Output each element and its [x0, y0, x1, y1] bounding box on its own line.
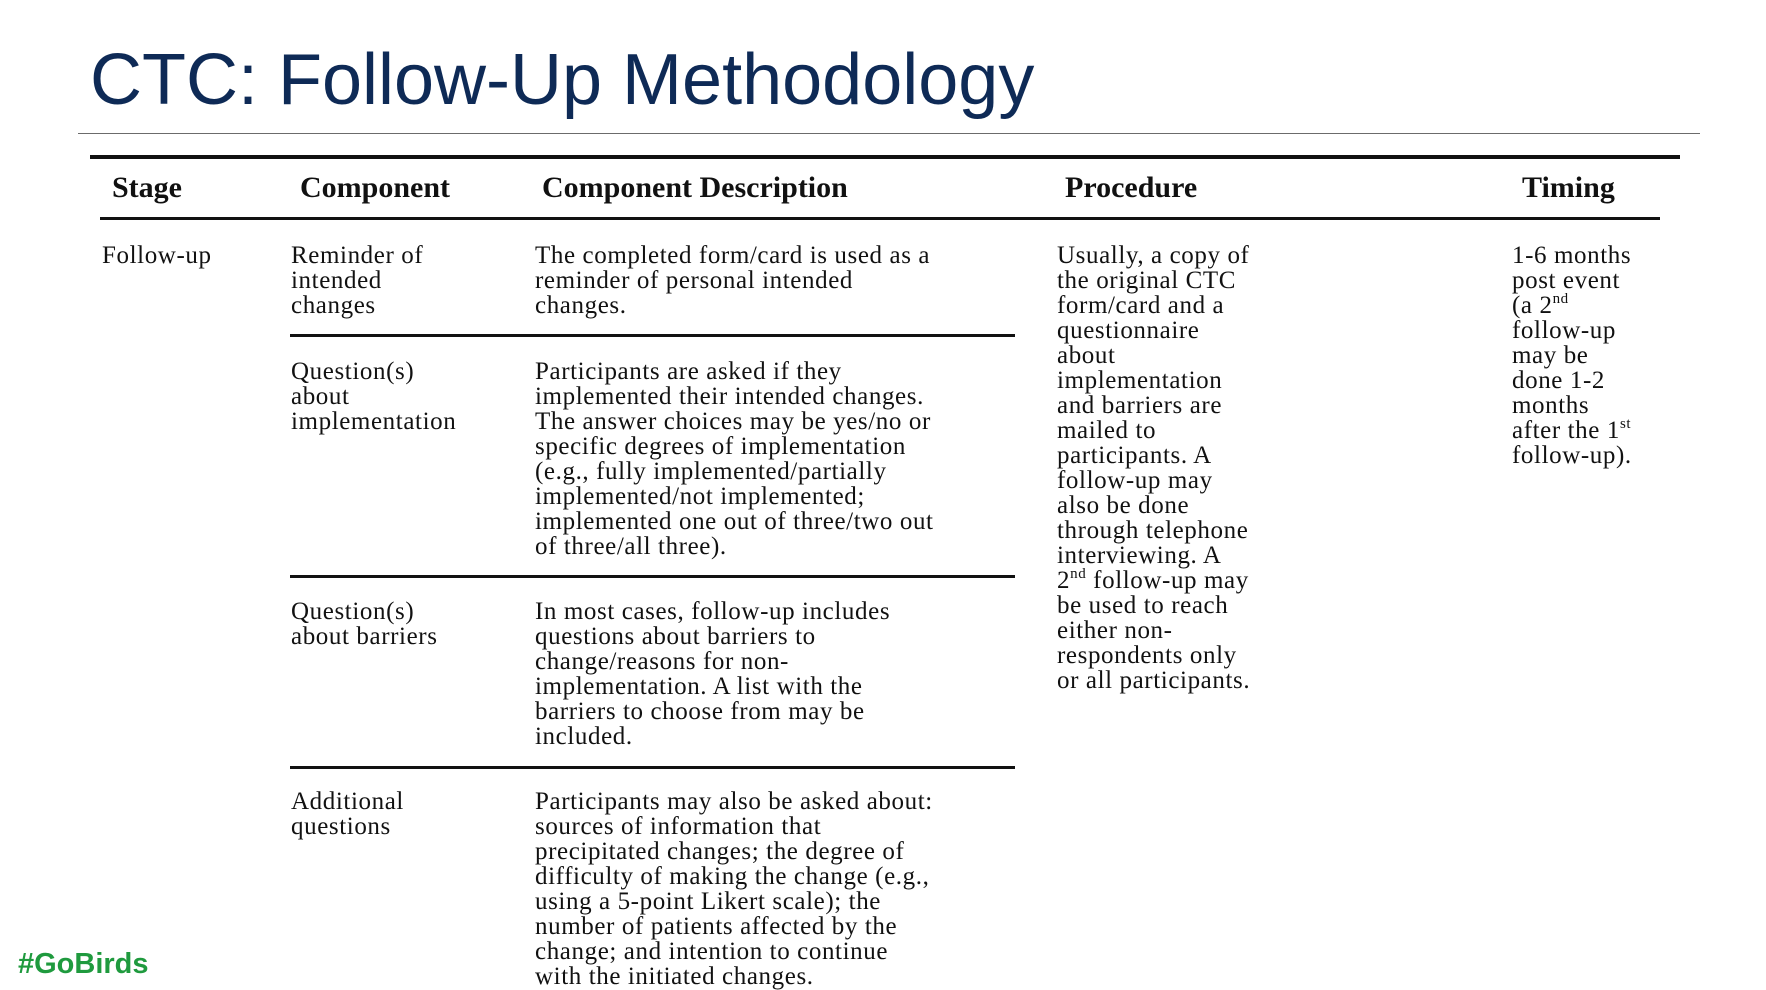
procedure-cell — [1057, 243, 1250, 693]
timing-ordinal-suffix-2: st — [1619, 416, 1632, 432]
slide-title: CTC: Follow-Up Methodology — [90, 40, 1035, 120]
component-cell-implementation: Question(s) about implementation — [291, 358, 457, 435]
timing-ordinal-suffix-1: nd — [1552, 291, 1569, 307]
description-cell-implementation: Participants are asked if they implemented their intended changes. The answer choices may be yes/no or specific degrees of implementation (e.g., fully implemented/partially implemented/not implemented; implemented one out of three/two out of three/all three). — [535, 358, 934, 560]
header-procedure: Procedure — [1065, 171, 1198, 204]
description-cell-reminder: The completed form/card is used as a reminder of personal intended changes. — [535, 242, 931, 319]
header-stage: Stage — [112, 171, 182, 204]
procedure-text-1: Usually, a copy of the original CTC form/card and a questionnaire about implementation and barriers are mailed to participants. A follow-up may also be done through telephone interviewing. A 2 — [1057, 242, 1250, 594]
hashtag-footer: #GoBirds — [18, 948, 149, 980]
header-rule — [100, 217, 1660, 220]
row-divider — [290, 575, 1015, 578]
table-top-rule — [90, 155, 1680, 159]
timing-cell — [1512, 243, 1632, 468]
component-cell-barriers: Question(s) about barriers — [291, 598, 438, 650]
header-timing: Timing — [1522, 171, 1615, 204]
description-cell-additional: Participants may also be asked about: sources of information that precipitated changes; the degree of difficulty of making the change (e.g., using a 5-point Likert scale); the number of patients affected by the change; and intention to continue with the initiated changes. — [535, 788, 933, 990]
row-divider — [290, 766, 1015, 769]
timing-text-2: follow-up may be done 1-2 months after the 1 — [1512, 317, 1620, 444]
component-cell-additional: Additional questions — [291, 788, 404, 840]
stage-cell: Follow-up — [102, 242, 212, 269]
row-divider — [290, 334, 1015, 337]
component-cell-reminder: Reminder of intended changes — [291, 242, 424, 319]
description-cell-barriers: In most cases, follow-up includes questions about barriers to change/reasons for non- implementation. A list with the barriers to choose from may be included. — [535, 598, 891, 750]
timing-text-1: 1-6 months post event (a 2 — [1512, 242, 1632, 319]
title-divider — [78, 133, 1700, 134]
timing-text-3: follow-up). — [1512, 442, 1632, 469]
procedure-text-2: follow-up may be used to reach either non- respondents only or all participants. — [1057, 567, 1251, 694]
header-component-description: Component Description — [542, 171, 848, 204]
header-component: Component — [300, 171, 451, 204]
procedure-ordinal-suffix: nd — [1070, 566, 1087, 582]
